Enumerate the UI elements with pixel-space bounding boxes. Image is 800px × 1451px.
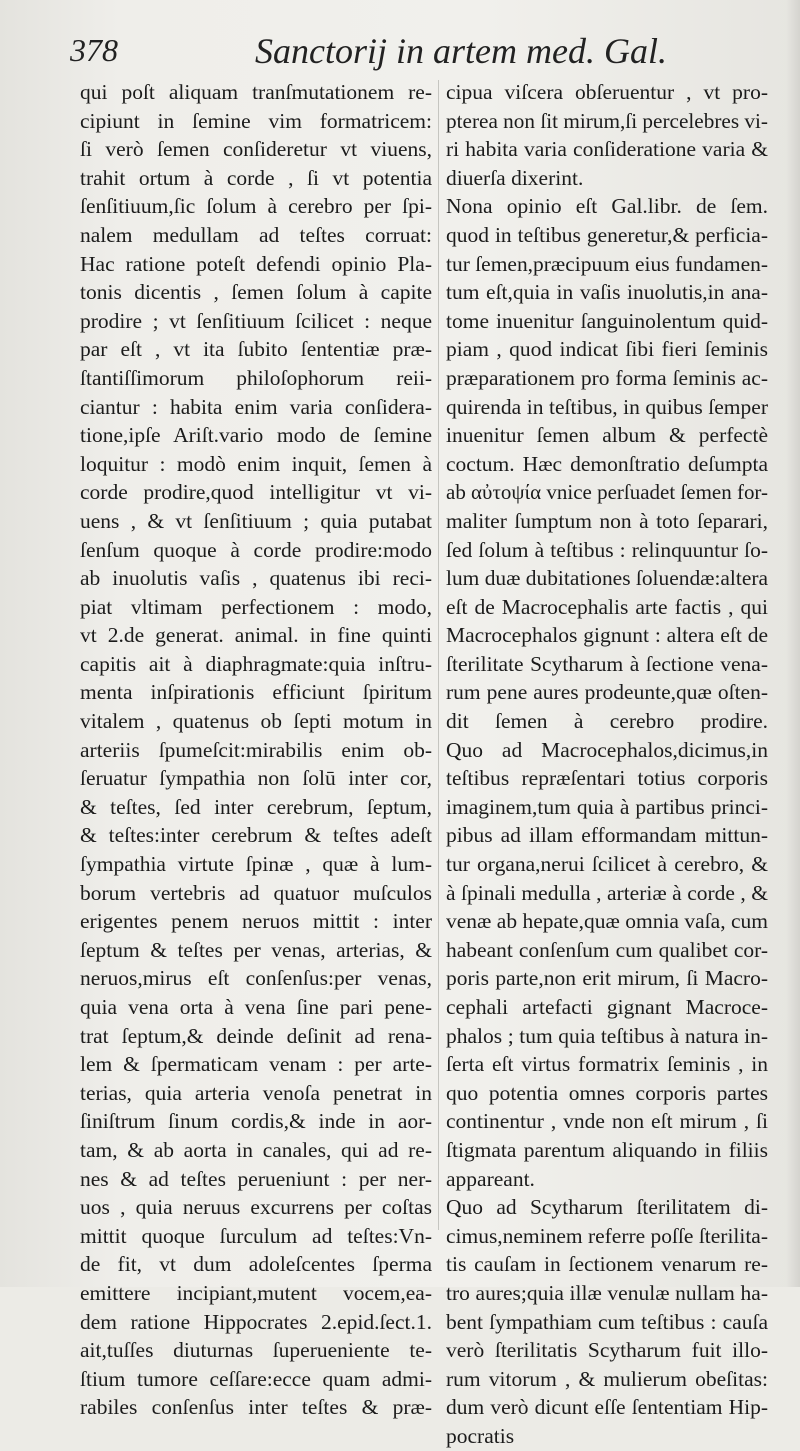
text-line: ſi verò ſemen conſideretur vt viuens, [80,137,432,162]
text-line: phalos ; tum quia teſtibus à natura in- [446,1023,768,1048]
text-line: dum verò dicunt eſſe ſententiam Hip- [446,1395,768,1420]
text-line: trat ſeptum,& deinde deſinit ad rena- [80,1023,432,1048]
text-line: & teſtes, ſed inter cerebrum, ſeptum, [80,794,432,819]
running-title: Sanctorij in artem med. Gal. [255,31,667,71]
text-line: præparationem pro forma ſeminis ac- [446,365,768,390]
text-line: ſed ſolum à teſtibus : relinquuntur ſo- [446,537,768,562]
text-line: capitis ait à diaphragmate:quia inſtru- [80,651,432,676]
text-line: ſeptum & teſtes per venas, arterias, & [80,937,432,962]
text-line: rum pene aures prodeunte,quæ oſten- [446,680,768,705]
text-line: ſiniſtrum ſinum cordis,& inde in aor- [80,1109,432,1134]
text-line: coctum. Hæc demonſtratio deſumpta [446,451,768,476]
text-line: emittere incipiant,mutent vocem,ea- [80,1280,432,1305]
text-line: & teſtes:inter cerebrum & teſtes adeſt [80,823,432,848]
text-line: tonis dicentis , ſemen ſolum à capite [80,280,432,305]
text-line: par eſt , vt ita ſubito ſententiæ præ- [80,337,432,362]
text-line: imaginem,tum quia à partibus princi- [446,794,768,819]
text-line: cephali artefacti gignant Macroce- [446,995,768,1019]
text-line: trahit ortum à corde , ſi vt potentia [80,165,432,190]
text-line: nes & ad teſtes perueniunt : per ner- [80,1166,432,1191]
text-line: ri habita varia conſideratione varia & [446,137,768,162]
text-line: ſtigmata parentum aliquando in filiis [446,1137,768,1162]
text-line: rum vitorum , & mulierum obeſitas: [446,1366,768,1391]
text-line: ſenſitiuum,ſic ſolum à cerebro per ſpi- [80,194,432,219]
text-line: Nona opinio eſt Gal.libr. de ſem. [446,194,768,219]
text-line: loquitur : modò enim inquit, ſemen à [80,451,432,476]
text-line: tis cauſam in ſectionem venarum re- [446,1252,768,1277]
text-line: uos , quia neruus excurrens per coſtas [80,1195,432,1220]
text-line: piat vltimam perfectionem : modo, [80,594,432,619]
text-line: pocratis [446,1423,515,1448]
text-line: inuenitur ſemen album & perfectè [446,423,768,448]
text-line: verò ſterilitatis Scytharum fuit illo- [446,1338,768,1363]
text-line: menta inſpirationis efficiunt ſpiritum [80,680,432,705]
text-line: tur ſemen,præcipuum eius fundamen- [446,251,768,276]
text-line: uens , & vt ſenſitiuum ; quia putabat [80,508,432,533]
page-header [70,30,770,80]
text-line: habeant conſenſum cum qualibet cor- [446,937,768,962]
text-line: vt 2.de generat. animal. in fine quinti [80,623,432,648]
text-line: mittit quoque ſurculum ad teſtes:Vn- [80,1223,432,1248]
text-line: teſtibus repræſentari totius corporis [446,766,768,791]
text-line: tur organa,nerui ſcilicet à cerebro, & [446,852,768,877]
text-line: venæ ab hepate,quæ omnia vaſa, cum [446,909,768,934]
text-line: à ſpinali medulla , arteriæ à corde , & [446,880,768,905]
text-line: cipua viſcera obſeruentur , vt pro- [446,80,768,104]
text-line: tione,ipſe Ariſt.vario modo de ſemine [80,423,432,448]
text-line: nalem medullam ad teſtes corruat: [80,222,432,247]
text-line: neruos,mirus eſt conſenſus:per venas, [80,966,432,991]
text-line: cipiunt in ſemine vim formatricem: [80,108,432,133]
text-line: continentur , vnde non eſt mirum , ſi [446,1109,768,1134]
text-line: bent ſympathiam cum teſtibus : cauſa [446,1309,768,1334]
text-line: tum eſt,quia in vaſis inuolutis,in ana- [446,280,768,305]
text-line: quod in teſtibus generetur,& perficia- [446,222,768,247]
page-edge-shadow [786,0,800,1287]
text-line: piam , quod indicat ſibi fieri ſeminis [446,337,768,362]
text-line: Hac ratione poteſt defendi opinio Pla- [80,251,432,276]
text-line: cimus,neminem referre poſſe ſterilita- [446,1223,768,1248]
text-line: Macrocephalos gignunt : altera eſt de [446,623,768,648]
text-line: de fit, vt dum adoleſcentes ſperma [80,1252,432,1277]
text-line: lem & ſpermaticam venam : per arte- [80,1052,432,1077]
left-text-column [80,78,432,1422]
text-line: ciantur : habita enim varia conſidera- [80,394,432,419]
column-divider [438,80,439,1230]
text-line: ſtantiſſimorum philoſophorum reii- [80,365,432,390]
text-line: tam, & ab aorta in canales, qui ad re- [80,1137,432,1162]
text-line: ſympathia virtute ſpinæ , quæ à lum- [80,852,432,877]
text-line: lum duæ dubitationes ſoluendæ:altera [446,566,768,591]
text-line: dem ratione Hippocrates 2.epid.ſect.1. [80,1309,432,1334]
text-line: ſeruatur ſympathia non ſolū inter cor, [80,766,432,791]
text-line: ſterilitate Scytharum à ſectione vena- [446,651,768,676]
text-line: pterea non ſit mirum,ſi percelebres vi- [446,108,768,133]
text-line: ait,tuſſes diuturnas ſuperueniente te- [80,1338,432,1363]
text-line: vitalem , quatenus ob ſepti motum in [80,709,432,734]
page-number: 378 [70,32,118,68]
text-line: rabiles conſenſus inter teſtes & præ- [80,1395,432,1420]
text-line: poris parte,non erit mirum, ſi Macro- [446,966,768,991]
text-line: tome inuenitur ſanguinolentum quid- [446,308,768,333]
text-line: dit ſemen à cerebro prodire. [446,709,768,734]
text-line: ab inuolutis vaſis , quatenus ibi reci- [80,566,432,591]
text-line: diuerſa dixerint. [446,165,584,190]
text-line: Quo ad Scytharum ſterilitatem di- [446,1195,768,1220]
text-line: maliter ſumptum non à toto ſeparari, [446,508,768,533]
text-line: borum vertebris ad quatuor muſculos [80,880,432,905]
text-line: appareant. [446,1166,535,1191]
text-line: arteriis ſpumeſcit:mirabilis enim ob- [80,737,432,762]
text-line: tro aures;quia illæ venulæ nullam ha- [446,1280,768,1305]
text-line: erigentes penem neruos mittit : inter [80,909,432,934]
text-line: ſerta eſt virtus formatrix ſeminis , in [446,1052,768,1077]
text-line: ab αὐτοψία vnice perſuadet ſemen for- [446,480,768,505]
text-line: prodire ; vt ſenſitiuum ſcilicet : neque [80,308,432,333]
text-line: eſt de Macrocephalis arte factis , qui [446,594,768,619]
text-line: pibus ad illam efformandam mittun- [446,823,768,848]
right-text-column [446,78,768,1451]
text-line: qui poſt aliquam tranſmutationem re- [80,80,432,104]
text-line: ſtium tumore ceſſare:ecce quam admi- [80,1366,432,1391]
text-line: quirenda in teſtibus, in quibus ſemper [446,394,768,419]
text-line: terias, quia arteria venoſa penetrat in [80,1080,432,1105]
text-line: ſenſum quoque à corde prodire:modo [80,537,432,562]
text-line: quia vena orta à vena ſine pari pene- [80,995,432,1019]
text-line: Quo ad Macrocephalos,dicimus,in [446,737,768,762]
text-line: quo potentia omnes corporis partes [446,1080,768,1105]
text-line: corde prodire,quod intelligitur vt vi- [80,480,432,505]
